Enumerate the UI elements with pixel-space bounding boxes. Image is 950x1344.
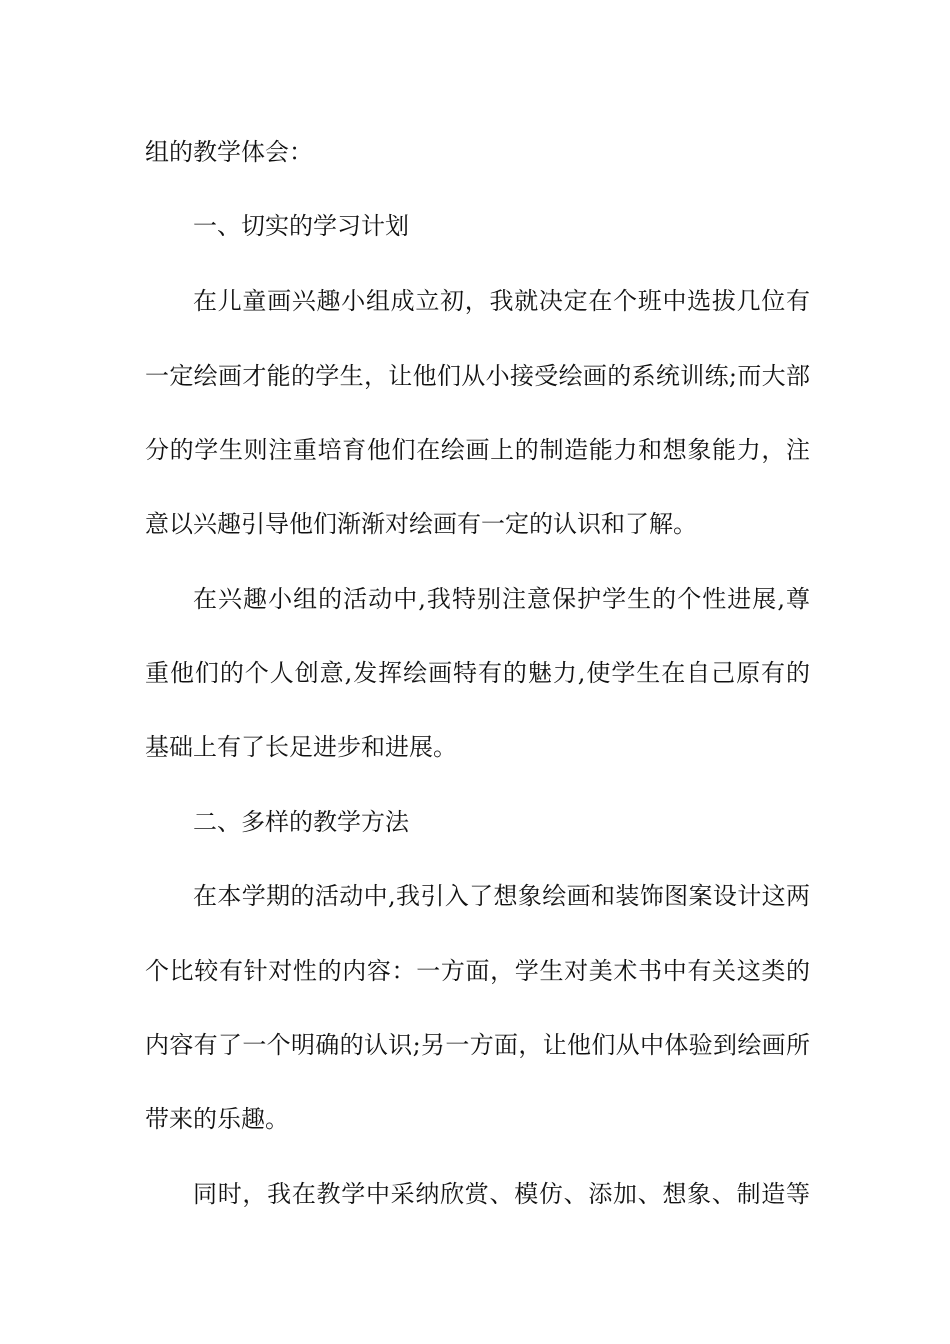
paragraph-line: 内容有了一个明确的认识;另一方面，让他们从中体验到绘画所	[145, 1031, 810, 1059]
paragraph-line: 带来的乐趣。	[145, 1105, 289, 1133]
paragraph-line: 重他们的个人创意,发挥绘画特有的魅力,使学生在自己原有的	[145, 659, 810, 687]
paragraph-line: 组的教学体会：	[145, 138, 313, 166]
paragraph-line: 一定绘画才能的学生，让他们从小接受绘画的系统训练;而大部	[145, 362, 810, 390]
section-heading: 二、多样的教学方法	[193, 808, 409, 836]
paragraph-line: 在儿童画兴趣小组成立初，我就决定在个班中选拔几位有	[193, 287, 810, 315]
paragraph-line: 基础上有了长足进步和进展。	[145, 733, 457, 761]
paragraph-line: 意以兴趣引导他们渐渐对绘画有一定的认识和了解。	[145, 510, 697, 538]
paragraph-line: 个比较有针对性的内容：一方面，学生对美术书中有关这类的	[145, 957, 810, 985]
paragraph-line: 同时，我在教学中采纳欣赏、模仿、添加、想象、制造等	[193, 1180, 810, 1208]
paragraph-line: 分的学生则注重培育他们在绘画上的制造能力和想象能力，注	[145, 436, 810, 464]
section-heading: 一、切实的学习计划	[193, 212, 409, 240]
paragraph-line: 在本学期的活动中,我引入了想象绘画和装饰图案设计这两	[193, 882, 810, 910]
paragraph-line: 在兴趣小组的活动中,我特别注意保护学生的个性进展,尊	[193, 585, 810, 613]
